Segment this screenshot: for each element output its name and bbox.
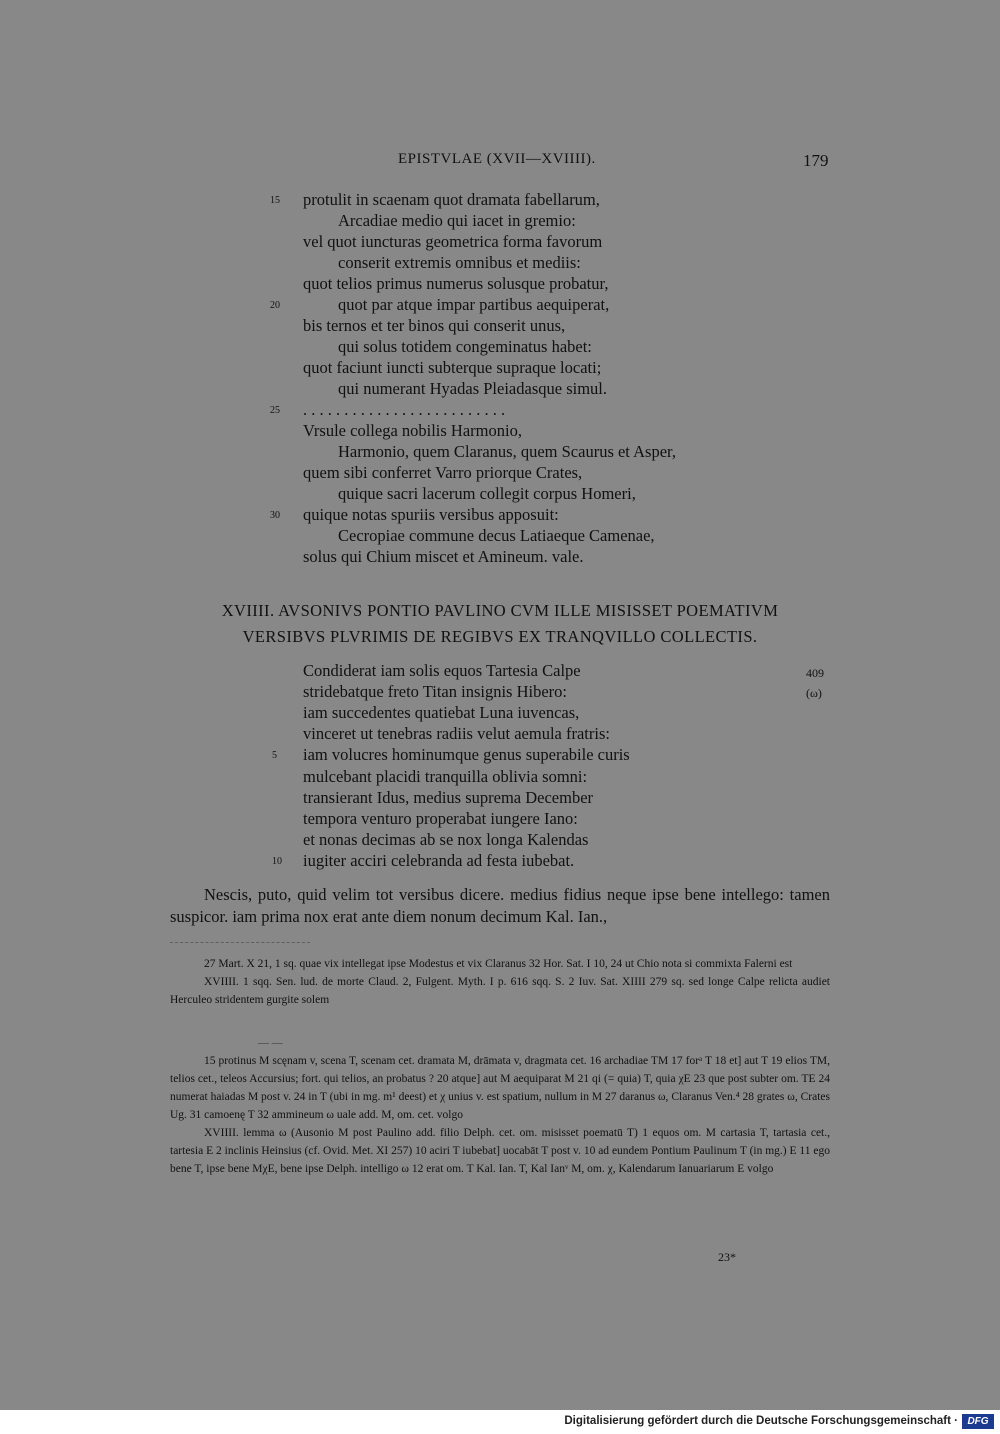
verse-line: quot par atque impar partibus aequiperat, [338, 295, 610, 314]
line-number: 20 [270, 300, 280, 311]
verse-line: vel quot iuncturas geometrica forma favorum [303, 232, 603, 251]
verse-line: tempora venturo properabat iungere Iano: [303, 808, 578, 828]
dfg-logo-icon: DFG [962, 1414, 994, 1429]
verse-line: iam volucres hominumque genus superabile curis [303, 745, 630, 765]
signature-mark: 23* [718, 1250, 736, 1264]
verse-line: protulit in scaenam quot dramata fabellarum, [303, 190, 600, 209]
line-number: 5 [272, 750, 277, 762]
testimonia-item: XVIIII. 1 sqq. Sen. lud. de morte Claud. 2, Fulgent. Myth. I p. 616 sqq. S. 2 Iuv. Sat. XIIII 279 sq. sed longe Calpe relicta audiet Herculeo stridentem gurgite solem [170, 976, 830, 1006]
verse-line: iam succedentes quatiebat Luna iuvencas, [303, 703, 580, 723]
funding-credit: Digitalisierung gefördert durch die Deutsche Forschungsgemeinschaft · [564, 1415, 958, 1427]
verse-line: quot faciunt iuncti subterque supraque locati; [303, 358, 602, 377]
verse-line: solus qui Chium miscet et Amineum. vale. [303, 547, 584, 566]
verse-line: conserit extremis omnibus et mediis: [338, 253, 581, 272]
verse-line: Harmonio, quem Claranus, quem Scaurus et Asper, [338, 442, 676, 461]
verse-line: Condiderat iam solis equos Tartesia Calpe [303, 661, 581, 680]
line-number: 25 [270, 405, 280, 416]
apparatus-item: 15 protinus M scęnam v, scena T, scenam cet. dramata M, drāmata v, dragmata cet. 16 archadiae TM 17 forᵃ T 18 et] aut T 19 elios TM, telios cet., teleos Accursius; fort. qui telios, an probatus ? 20 atque] aut M aequiparat M 21 qi (= quia) T, quia χE 23 que post subter om. TE 24 numerat haiadas M post v. 24 in T (ubi in mg. m¹ deest) et χ unius v. est spatium, nullum in M 27 daranus ω, Claranus Ven.⁴ 28 grates ω, Crates Ug. 31 camoenę T 32 ammineum ω uale add. M, om. cet. volgo [170, 1055, 830, 1121]
verse-line: . . . . . . . . . . . . . . . . . . . . . . . . . [303, 400, 506, 419]
testimonia-item: 27 Mart. X 21, 1 sq. quae vix intellegat ipse Modestus et vix Claranus 32 Hor. Sat. I 10, 24 ut Chio nota si commixta Falerni est [204, 958, 793, 970]
divider: — — [258, 1037, 283, 1049]
critical-apparatus [170, 1052, 830, 1178]
line-number: 10 [272, 855, 282, 867]
apparatus-item: XVIIII. lemma ω (Ausonio M post Paulino add. filio Delph. cet. om. misisset poematū T) 1 equos om. M cartasia T, tartasia cet., tartesia E 2 inclinis Heinsius (cf. Ovid. Met. XI 257) 10 aciri T iubebat] uocabāt T post v. 10 ad eundem Pontium Paulinum T (in mg.) E 11 ego bene T, ipse bene MχE, bene ipse Delph. intelligo ω 12 erat om. T Kal. Ian. T, Kal Ianᵛ M, om. χ, Kalendarum Ianuariarum E volgo [170, 1127, 830, 1175]
line-number: 30 [270, 510, 280, 521]
verse-line: quot telios primus numerus solusque probatur, [303, 274, 609, 293]
verse-line: bis ternos et ter binos qui conserit unus, [303, 316, 566, 335]
verse-line: qui solus totidem congeminatus habet: [338, 337, 592, 356]
verse-line: quique notas spuriis versibus apposuit: [303, 505, 559, 524]
verse-line: stridebatque freto Titan insignis Hibero: [303, 682, 567, 702]
manuscript-siglum: (ω) [806, 686, 822, 700]
verse-line: Vrsule collega nobilis Harmonio, [303, 421, 522, 440]
section-title-line2: VERSIBVS PLVRIMIS DE REGIBVS EX TRANQVILLO COLLECTIS. [242, 627, 758, 646]
verse-line: Cecropiae commune decus Latiaeque Camenae, [338, 526, 655, 545]
running-header: EPISTVLAE (XVII—XVIIII). [398, 151, 596, 167]
verse-line: quique sacri lacerum collegit corpus Homeri, [338, 484, 636, 503]
verse-line: et nonas decimas ab se nox longa Kalendas [303, 829, 589, 849]
verse-line: qui numerant Hyadas Pleiadasque simul. [338, 379, 607, 398]
line-number: 15 [270, 195, 280, 206]
page-reference: 409 [806, 666, 824, 680]
page-number: 179 [803, 151, 829, 170]
section-title-line1: XVIIII. AVSONIVS PONTIO PAVLINO CVM ILLE MISISSET POEMATIVM [221, 601, 779, 620]
verse-line: Arcadiae medio qui iacet in gremio: [338, 211, 576, 230]
divider [170, 942, 310, 944]
footer-bar [0, 1410, 1000, 1434]
verse-line: quem sibi conferret Varro priorque Crates, [303, 463, 583, 482]
verse-line: mulcebant placidi tranquilla oblivia somni: [303, 766, 588, 786]
prose-text: Nescis, puto, quid velim tot versibus dicere. medius fidius neque ipse bene intellego: tamen suspicor. iam prima nox erat ante diem nonum decimum Kal. Ian., [170, 885, 830, 926]
verse-line: transierant Idus, medius suprema December [303, 787, 594, 807]
verse-line: vinceret ut tenebras radiis velut aemula fratris: [303, 724, 610, 744]
verse-line: iugiter acciri celebranda ad festa iubebat. [303, 850, 575, 870]
testimonia [170, 955, 830, 1009]
prose-paragraph [170, 884, 830, 928]
